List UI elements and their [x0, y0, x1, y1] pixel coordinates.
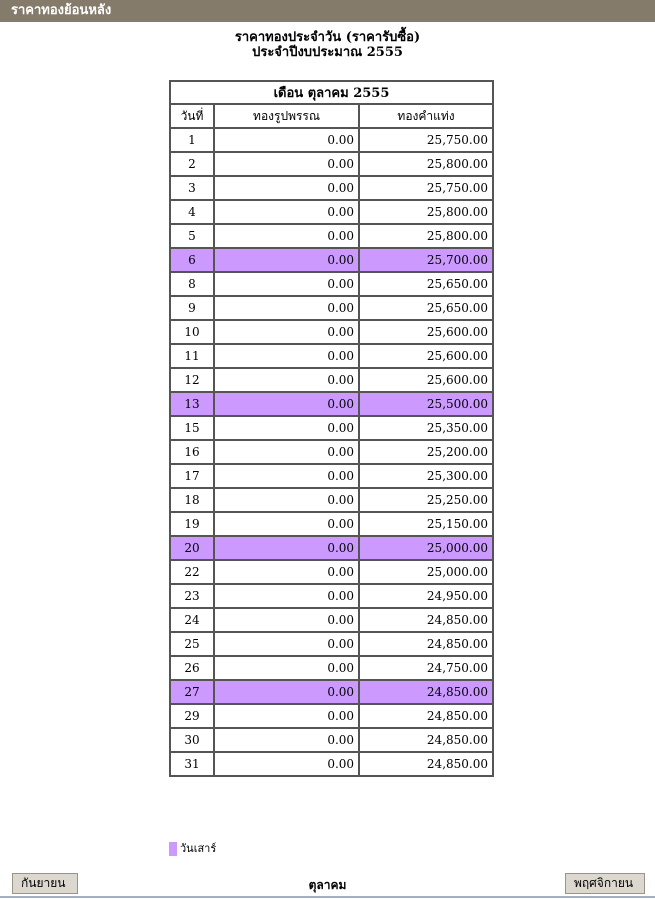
ornament-price-cell: 0.00	[214, 200, 359, 224]
table-row	[170, 680, 493, 704]
page-header-title: ราคาทองย้อนหลัง	[11, 3, 112, 18]
day-cell: 4	[170, 200, 214, 224]
day-cell: 22	[170, 560, 214, 584]
bar-price-cell: 25,000.00	[359, 536, 493, 560]
ornament-price-cell: 0.00	[214, 128, 359, 152]
bar-price-cell: 25,500.00	[359, 392, 493, 416]
ornament-price-cell: 0.00	[214, 656, 359, 680]
bar-price-cell: 25,800.00	[359, 224, 493, 248]
day-cell: 11	[170, 344, 214, 368]
day-cell: 15	[170, 416, 214, 440]
ornament-price-cell: 0.00	[214, 440, 359, 464]
ornament-price-cell: 0.00	[214, 344, 359, 368]
table-row	[170, 392, 493, 416]
column-header-gold-bar: ทองคำแท่ง	[359, 104, 493, 128]
table-row	[170, 632, 493, 656]
day-cell: 17	[170, 464, 214, 488]
table-row	[170, 128, 493, 152]
saturday-legend-swatch	[169, 842, 177, 856]
bar-price-cell: 25,800.00	[359, 152, 493, 176]
day-cell: 18	[170, 488, 214, 512]
table-row	[170, 704, 493, 728]
ornament-price-cell: 0.00	[214, 464, 359, 488]
day-cell: 1	[170, 128, 214, 152]
bar-price-cell: 24,850.00	[359, 608, 493, 632]
bar-price-cell: 25,800.00	[359, 200, 493, 224]
bar-price-cell: 24,850.00	[359, 752, 493, 776]
saturday-legend-label: วันเสาร์	[180, 842, 217, 855]
page-heading	[0, 30, 655, 60]
table-row	[170, 344, 493, 368]
ornament-price-cell: 0.00	[214, 488, 359, 512]
day-cell: 29	[170, 704, 214, 728]
ornament-price-cell: 0.00	[214, 320, 359, 344]
column-header-day: วันที่	[170, 104, 214, 128]
table-row	[170, 584, 493, 608]
bar-price-cell: 25,650.00	[359, 272, 493, 296]
ornament-price-cell: 0.00	[214, 248, 359, 272]
table-row	[170, 272, 493, 296]
day-cell: 6	[170, 248, 214, 272]
table-row	[170, 536, 493, 560]
bar-price-cell: 25,700.00	[359, 248, 493, 272]
ornament-price-cell: 0.00	[214, 272, 359, 296]
ornament-price-cell: 0.00	[214, 152, 359, 176]
table-row	[170, 512, 493, 536]
ornament-price-cell: 0.00	[214, 608, 359, 632]
table-row	[170, 416, 493, 440]
ornament-price-cell: 0.00	[214, 512, 359, 536]
bar-price-cell: 25,150.00	[359, 512, 493, 536]
day-cell: 5	[170, 224, 214, 248]
column-header-ornament-gold: ทองรูปพรรณ	[214, 104, 359, 128]
table-row	[170, 560, 493, 584]
day-cell: 26	[170, 656, 214, 680]
day-cell: 24	[170, 608, 214, 632]
table-row	[170, 224, 493, 248]
bar-price-cell: 25,600.00	[359, 320, 493, 344]
table-row	[170, 320, 493, 344]
table-row	[170, 656, 493, 680]
bottom-divider	[0, 896, 655, 898]
ornament-price-cell: 0.00	[214, 296, 359, 320]
ornament-price-cell: 0.00	[214, 416, 359, 440]
day-cell: 27	[170, 680, 214, 704]
ornament-price-cell: 0.00	[214, 584, 359, 608]
table-row	[170, 488, 493, 512]
table-body	[170, 128, 493, 776]
ornament-price-cell: 0.00	[214, 224, 359, 248]
heading-fiscal-year: ประจำปีงบประมาณ 2555	[252, 45, 403, 60]
day-cell: 23	[170, 584, 214, 608]
day-cell: 30	[170, 728, 214, 752]
table-row	[170, 440, 493, 464]
day-cell: 25	[170, 632, 214, 656]
bar-price-cell: 25,600.00	[359, 344, 493, 368]
bar-price-cell: 24,750.00	[359, 656, 493, 680]
day-cell: 8	[170, 272, 214, 296]
bar-price-cell: 25,350.00	[359, 416, 493, 440]
bar-price-cell: 25,200.00	[359, 440, 493, 464]
bar-price-cell: 24,850.00	[359, 680, 493, 704]
ornament-price-cell: 0.00	[214, 704, 359, 728]
ornament-price-cell: 0.00	[214, 728, 359, 752]
table-row	[170, 608, 493, 632]
ornament-price-cell: 0.00	[214, 632, 359, 656]
previous-month-button[interactable]: กันยายน	[12, 873, 78, 894]
day-cell: 19	[170, 512, 214, 536]
bar-price-cell: 25,650.00	[359, 296, 493, 320]
ornament-price-cell: 0.00	[214, 752, 359, 776]
ornament-price-cell: 0.00	[214, 536, 359, 560]
bar-price-cell: 25,750.00	[359, 128, 493, 152]
bar-price-cell: 25,750.00	[359, 176, 493, 200]
ornament-price-cell: 0.00	[214, 680, 359, 704]
table-row	[170, 296, 493, 320]
bar-price-cell: 25,300.00	[359, 464, 493, 488]
table-row	[170, 752, 493, 776]
bar-price-cell: 24,850.00	[359, 704, 493, 728]
bar-price-cell: 24,850.00	[359, 728, 493, 752]
page-header	[0, 0, 655, 22]
current-month-label: ตุลาคม	[308, 878, 347, 892]
next-month-button[interactable]: พฤศจิกายน	[565, 873, 645, 894]
day-cell: 9	[170, 296, 214, 320]
day-cell: 2	[170, 152, 214, 176]
legend	[169, 842, 216, 856]
table-row	[170, 728, 493, 752]
ornament-price-cell: 0.00	[214, 560, 359, 584]
bar-price-cell: 25,250.00	[359, 488, 493, 512]
table-row	[170, 200, 493, 224]
day-cell: 31	[170, 752, 214, 776]
day-cell: 16	[170, 440, 214, 464]
table-row	[170, 152, 493, 176]
table-row	[170, 176, 493, 200]
day-cell: 20	[170, 536, 214, 560]
day-cell: 12	[170, 368, 214, 392]
table-row	[170, 464, 493, 488]
gold-price-table	[169, 80, 494, 777]
bar-price-cell: 25,600.00	[359, 368, 493, 392]
ornament-price-cell: 0.00	[214, 368, 359, 392]
ornament-price-cell: 0.00	[214, 392, 359, 416]
bar-price-cell: 25,000.00	[359, 560, 493, 584]
heading-title: ราคาทองประจำวัน (ราคารับซื้อ)	[234, 30, 421, 45]
month-title: เดือน ตุลาคม 2555	[170, 81, 493, 104]
bar-price-cell: 24,850.00	[359, 632, 493, 656]
day-cell: 3	[170, 176, 214, 200]
day-cell: 10	[170, 320, 214, 344]
table-row	[170, 248, 493, 272]
day-cell: 13	[170, 392, 214, 416]
table-row	[170, 368, 493, 392]
ornament-price-cell: 0.00	[214, 176, 359, 200]
bar-price-cell: 24,950.00	[359, 584, 493, 608]
